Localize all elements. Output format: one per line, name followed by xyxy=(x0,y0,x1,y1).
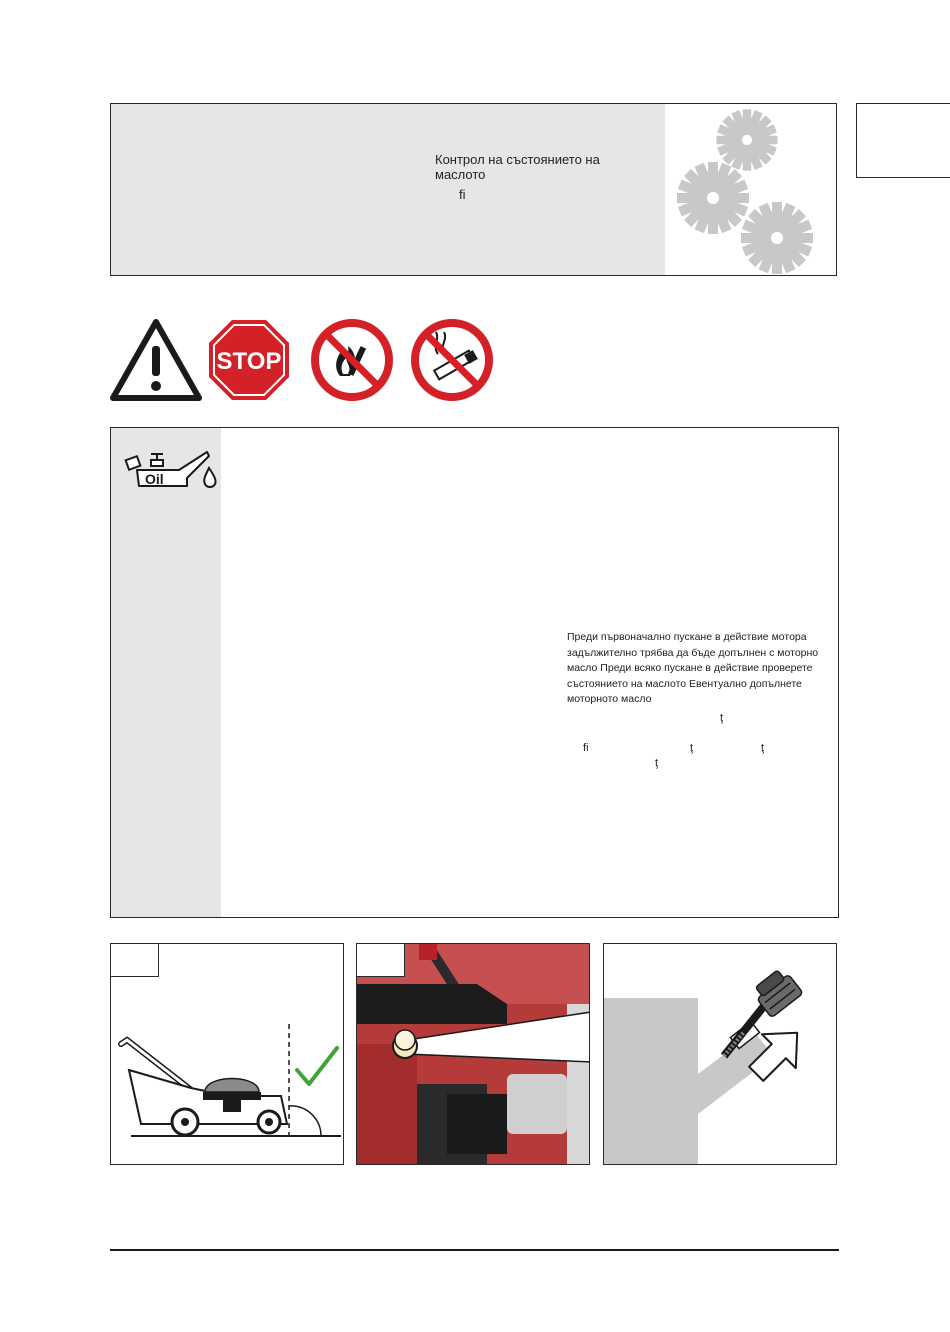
warning-triangle-icon xyxy=(110,318,202,402)
mower-illustration xyxy=(111,944,344,1165)
no-smoking-icon xyxy=(410,318,494,402)
figure-number-box xyxy=(357,944,405,977)
ligature-glyph: ﬁ xyxy=(459,187,466,202)
sidebar-strip xyxy=(111,428,221,917)
checkmark-icon xyxy=(297,1048,337,1084)
footer-rule xyxy=(110,1249,839,1251)
glyph-t-2: ţ xyxy=(690,742,694,754)
oil-can-icon xyxy=(121,444,231,514)
figure-engine-photo xyxy=(356,943,590,1165)
figure-dipstick xyxy=(603,943,837,1165)
glyph-t-3: ţ xyxy=(761,742,765,754)
figure-mower-level xyxy=(110,943,344,1165)
stop-sign-icon xyxy=(207,318,291,402)
engine-photo xyxy=(357,944,590,1165)
gear-illustration xyxy=(665,104,836,275)
glyph-t-1: ţ xyxy=(720,712,724,724)
header-box xyxy=(110,103,837,276)
side-tab xyxy=(856,103,950,178)
gear-icon xyxy=(665,104,836,275)
glyph-fi: ﬁ xyxy=(583,742,589,754)
dipstick-illustration xyxy=(604,944,837,1165)
stop-label: STOP xyxy=(216,348,282,375)
section-title: Контрол на състоянието на маслото xyxy=(435,152,600,182)
glyph-t-4: ţ xyxy=(655,757,659,769)
oil-label: Oil xyxy=(145,471,164,487)
no-open-flame-icon xyxy=(310,318,394,402)
oil-instructions-paragraph: Преди първоначално пускане в действие мотора задължително трябва да бъде допълнен с моторно масло Преди всяко пускане в действие проверете състоянието на маслото Евентуално допълнете моторното масло xyxy=(567,631,819,705)
